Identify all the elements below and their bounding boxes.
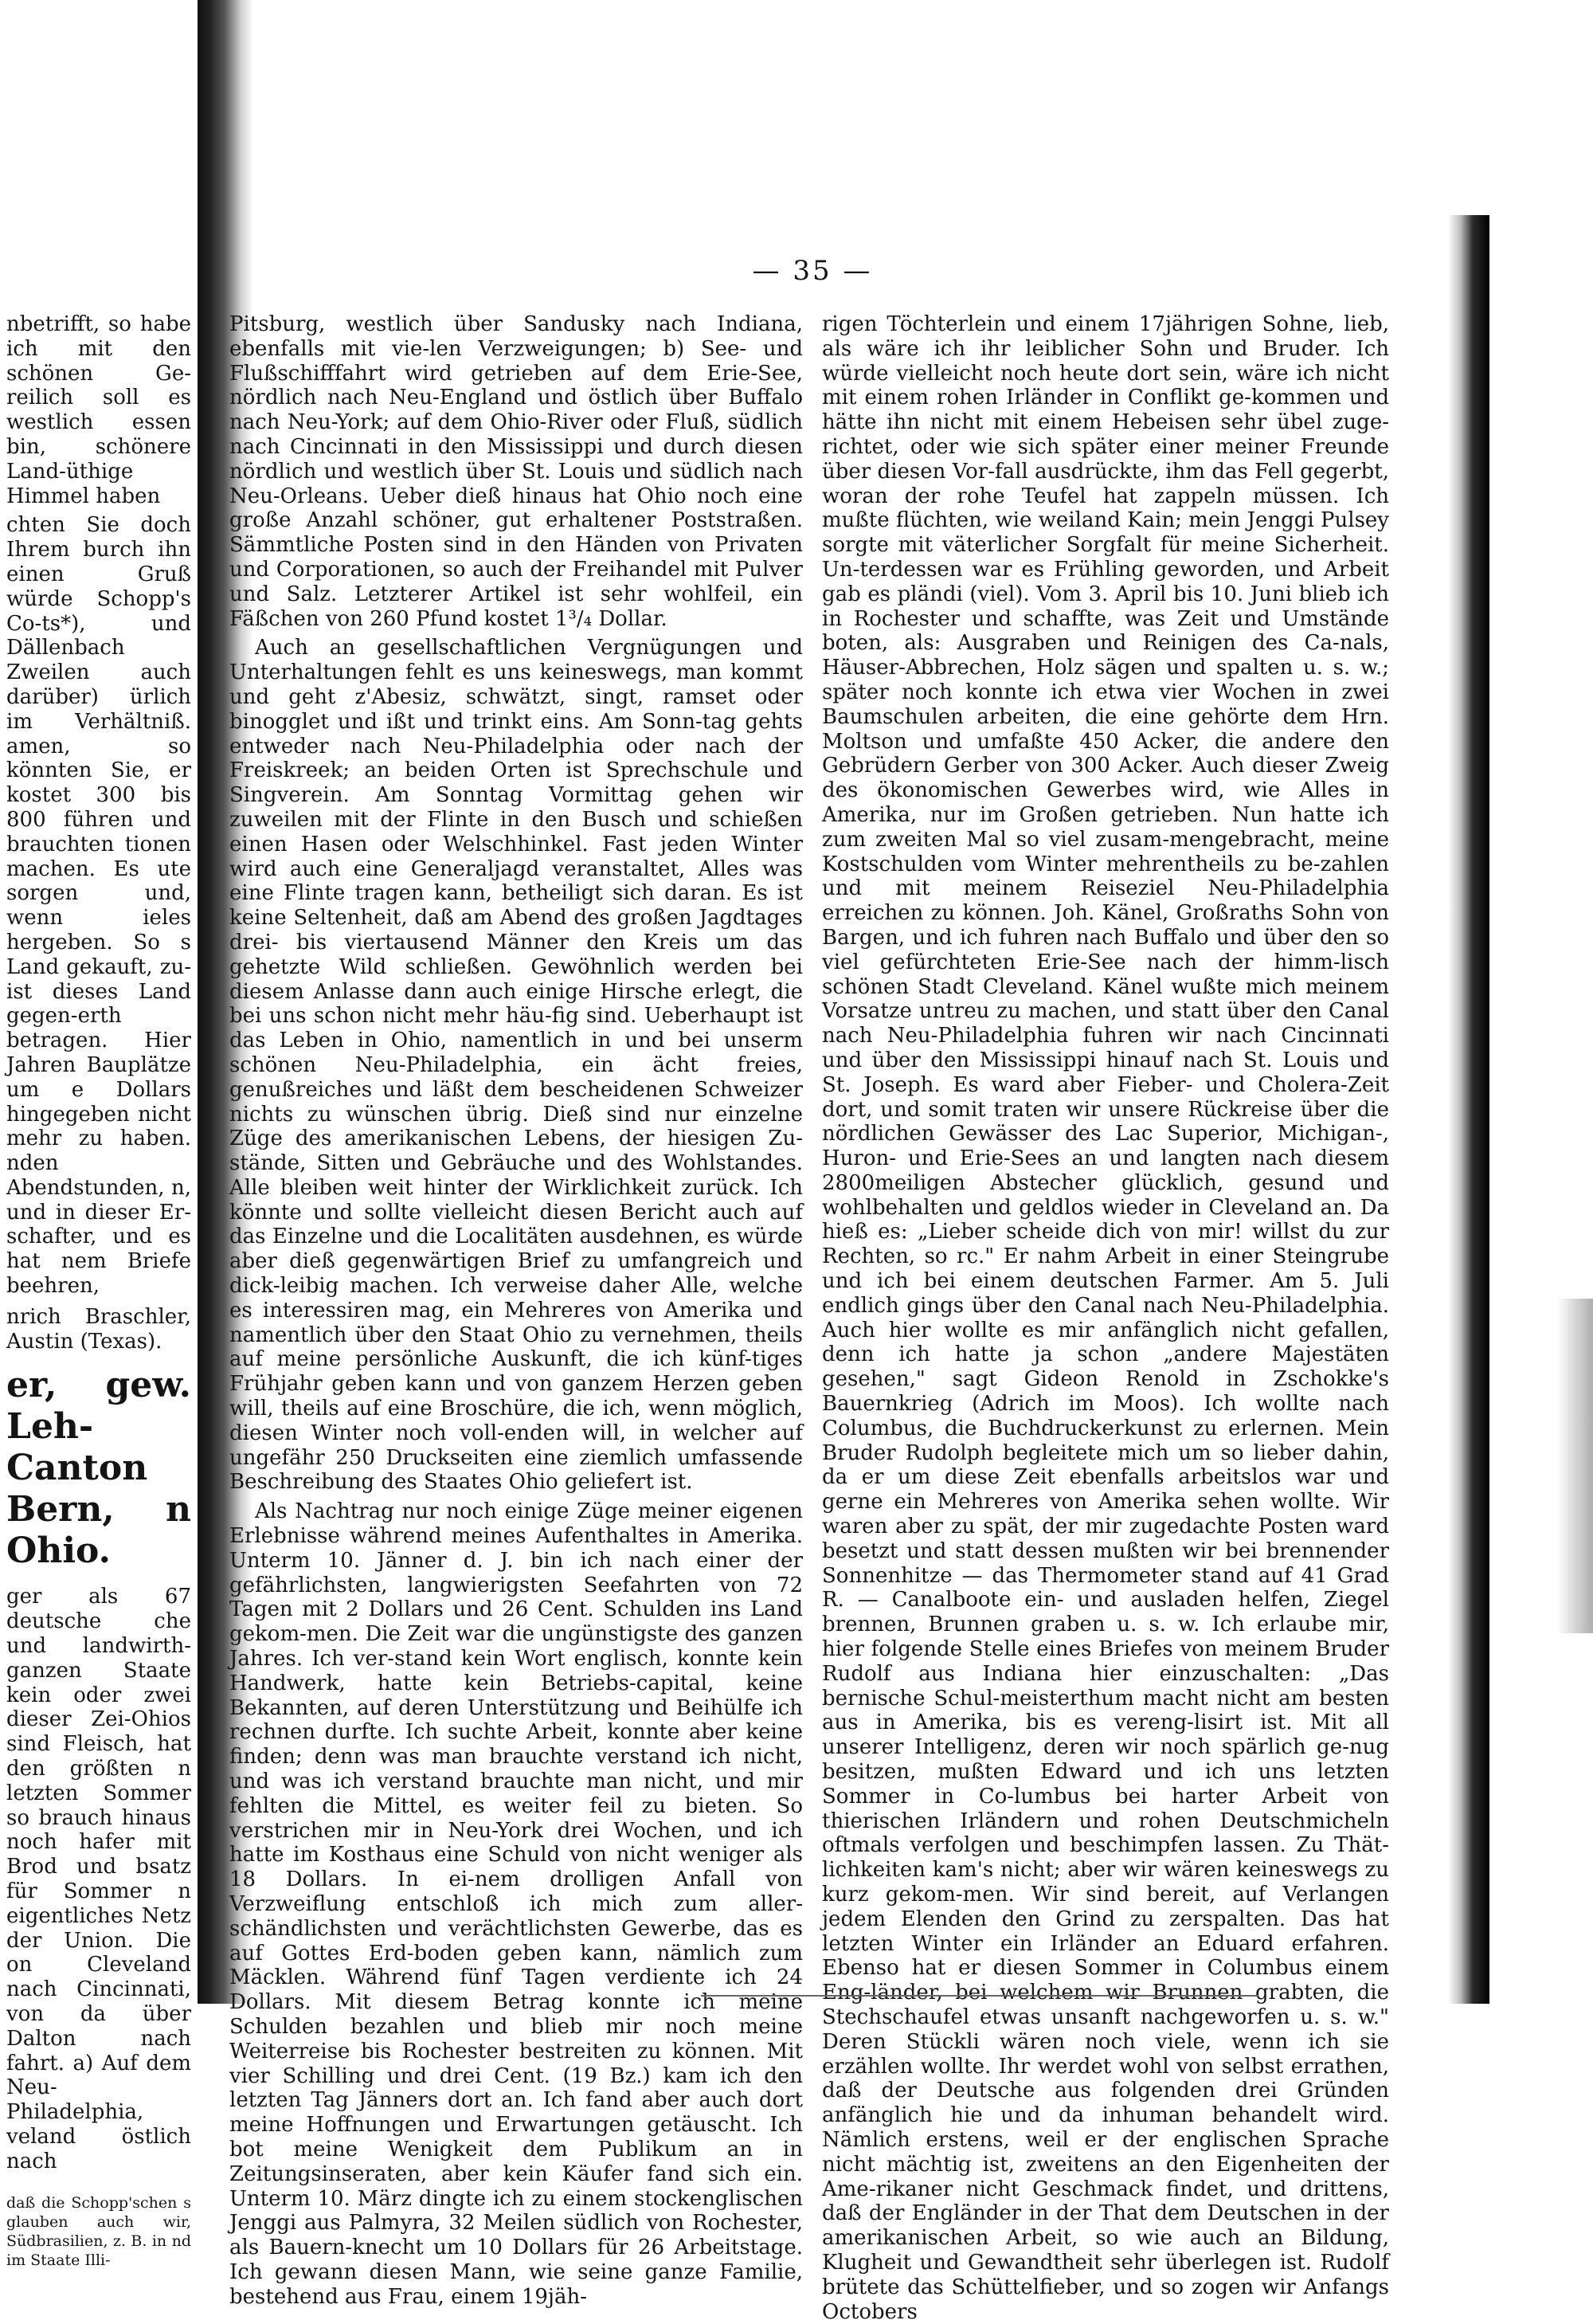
right-paragraph-1: rigen Töchterlein und einem 17jährigen Sohne, lieb, als wäre ich ihr leiblicher Sohn und Bruder. Ich würde vielleicht noch heute dort sein, wäre ich nicht mit einem rohen Irländer in Conflikt ge-kommen und hätte ihn nicht mit einem Hebeisen sehr übel zuge-richtet, oder wie sich später einer meiner Freunde über diesen Vor-fall ausdrückte, ihm das Fell gegerbt, woran der rohe Teufel hat zappeln müssen. Ich mußte flüchten, wie weiland Kain; mein Jenggi Pulsey sorgte mit väterlicher Sorgfalt für meine Sicherheit. Un-terdessen war es Frühling geworden, und Arbeit gab es pländi (viel). Vom 3. April bis 10. Juni blieb ich in Rochester und schaffte, was Zeit und Umstände boten, als: Ausgraben und Reinigen des Ca-nals, Häuser-Abbrechen, Holz sägen und spalten u. s. w.; später noch konnte ich etwa vier Wochen in zwei Baumschulen arbeiten, die eine gehörte dem Hrn. Moltson und umfaßte 450 Acker, die andere den Gebrüdern Gerber von 300 Acker. Auch dieser Zweig des ökonomischen Gewerbes wird, wie Alles in Amerika, nur im Großen getrieben. Nun hatte ich zum zweiten Mal so viel zusam-mengebracht, meine Kostschulden vom Winter mehrentheils zu be-zahlen und mit meinem Reiseziel Neu-Philadelphia erreichen zu können. Joh. Känel, Großraths Sohn von Bargen, und ich fuhren nach Buffalo und über den so viel gefürchteten Erie-See nach der himm-lisch schönen Stadt Cleveland. Känel wußte mich meinem Vorsatze untreu zu machen, und statt über den Canal nach Neu-Philadelphia fuhren wir nach Cincinnati und über den Mississippi hinauf nach St. Louis und St. Joseph. Es ward aber Fieber- und Cholera-Zeit dort, und somit traten wir unsere Rückreise über die nördlichen Gewässer des Lac Superior, Michigan-, Huron- und Erie-Sees an und langten nach diesem 2800meiligen Abstecher glücklich, gesund und wohlbehalten und geldlos wieder in Cleveland an. Da hieß es: „Lieber scheide dich von mir! willst du zur Rechten, so rc." Er nahm Arbeit in einer Steingrube und ich bei einem deutschen Farmer. Am 5. Juli endlich gings über den Canal nach Neu-Philadelphia. Auch hier wollte es mir anfänglich nicht gefallen, denn ich hatte ja schon „andere Majestäten gesehen," sagt Gideon Renold in Zschokke's Bauernkrieg (Adrich im Moos). Ich wollte nach Columbus, die Buchdruckerkunst zu erlernen. Mein Bruder Rudolph begleitete mich um so lieber dahin, da er um diese Zeit ebenfalls arbeitslos war und gerne ein Mehreres von Amerika sehen wollte. Wir waren aber zu spät, der mir zugedachte Posten ward besetzt und statt dessen mußten wir bei brennender Sonnenhitze — das Thermometer stand auf 41 Grad R. — Canalboote ein- und ausladen helfen, Ziegel brennen, Brunnen graben u. s. w. Ich erlaube mir, hier folgende Stelle eines Briefes von meinem Bruder Rudolf aus Indiana hier einzuschalten: „Das bernische Schul-meisterthum macht nicht am besten aus in Amerika, bis es vereng-lisirt ist. Mit all unserer Intelligenz, deren wir noch spärlich ge-nug besitzen, mußten Edward und ich uns letzten Sommer in Co-lumbus bei harter Arbeit von thierischen Irländern und rohen Deutschmicheln oftmals verfolgen und beschimpfen lassen. Zu Thät-lichkeiten kam's nicht; aber wir wären keineswegs zu kurz gekom-men. Wir sind bereit, auf Verlangen jedem Elenden den Grind zu zerspalten. Das hat letzten Winter ein Irländer an Eduard erfahren. Ebenso hat er diesen Sommer in Columbus einem Eng-länder, bei welchem wir Brunnen grabten, die Stechschaufel etwas unsanft nachgeworfen u. s. w." Deren Stückli wären noch viele, wenn ich sie erzählen wollte. Ihr werdet wohl von selbst errathen, daß der Deutsche aus folgenden drei Gründen anfänglich hie und da inhuman behandelt wird. Nämlich erstens, weil er der englischen Sprache nicht mächtig ist, zweitens an den Eigenheiten der Ame-rikaner nicht Geschmack findet, und drittens, daß der Engländer in der That dem Deutschen in der amerikanischen Arbeit, so wie auch an Bildung, Klugheit und Gewandtheit sehr überlegen ist. Rudolf brütete das Schüttelfieber, und so zogen wir Anfangs Octobers <box>822 312 1389 2324</box>
left-strip-footnote: daß die Schopp'schen s glauben auch wir, Südbrasilien, z. B. in nd im Staate Illi- <box>6 2193 191 2269</box>
text-column-middle <box>229 312 803 2309</box>
left-strip-paragraph-1: nbetrifft, so habe ich mit den schönen Ge-reilich soll es westlich essen bin, schönere Land-üthige Himmel haben <box>6 312 191 508</box>
left-strip-signature: nrich Braschler, Austin (Texas). <box>6 1304 191 1354</box>
middle-paragraph-3: Als Nachtrag nur noch einige Züge meiner eigenen Erlebnisse während meines Aufenthaltes in Amerika. Unterm 10. Jänner d. J. bin ich nach einer der gefährlichsten, langwierigsten Seefahrten von 72 Tagen mit 2 Dollars und 26 Cent. Schulden ins Land gekom-men. Die Zeit war die ungünstigste des ganzen Jahres. Ich ver-stand kein Wort englisch, konnte kein Handwerk, hatte kein Betriebs-capital, keine Bekannten, auf deren Unterstützung und Beihülfe ich rechnen durfte. Ich suchte Arbeit, konnte aber keine finden; denn was man brauchte verstand ich nicht, und was ich verstand brauchte man nicht, und mir fehlten die Mittel, es weiter feil zu bieten. So verstrichen mir in Neu-York drei Wochen, und ich hatte im Kosthaus eine Schuld von nicht weniger als 18 Dollars. In ei-nem drolligen Anfall von Verzweiflung entschloß ich mich zum aller-schändlichsten und verächtlichsten Gewerbe, das es auf Gottes Erd-boden geben kann, nämlich zum Mäcklen. Während fünf Tagen verdiente ich 24 Dollars. Mit diesem Betrag konnte ich meine Schulden bezahlen und blieb mir noch meine Weiterreise bis Rochester bestreiten zu können. Mit vier Schilling und drei Cent. (19 Bz.) kam ich den letzten Tag Jänners dort an. Ich fand aber auch dort meine Hoffnungen und Erwartungen getäuscht. Ich bot meine Wenigkeit dem Publikum an in Zeitungsinseraten, aber kein Käufer fand sich ein. Unterm 10. März dingte ich zu einem stockenglischen Jenggi aus Palmyra, 32 Meilen südlich von Rochester, als Bauern-knecht um 10 Dollars für 26 Arbeitstage. Ich gewann diesen Mann, wie seine ganze Familie, bestehend aus Frau, einem 19jäh- <box>229 1499 803 2309</box>
page-right-edge-shadow <box>1448 215 1489 2004</box>
middle-paragraph-2: Auch an gesellschaftlichen Vergnügungen und Unterhaltungen fehlt es uns keineswegs, man kommt und geht z'Abesiz, schwätzt, singt, ramset oder binogglet und ißt und trinkt eins. Am Sonn-tag gehts entweder nach Neu-Philadelphia oder nach der Freiskreek; an beiden Orten ist Sprechschule und Singverein. Am Sonntag Vormittag gehen wir zuweilen mit der Flinte in den Busch und schießen einen Hasen oder Welschhinkel. Fast jeden Winter wird auch eine Generaljagd veranstaltet, Alles was eine Flinte tragen kann, betheiligt sich daran. Es ist keine Seltenheit, daß am Abend des großen Jagdtages drei- bis viertausend Männer den Kreis um das gehetzte Wild schließen. Gewöhnlich werden bei diesem Anlasse dann auch einige Hirsche erlegt, die bei uns schon nicht mehr häu-fig sind. Ueberhaupt ist das Leben in Ohio, namentlich in und bei unserm schönen Neu-Philadelphia, ein ächt freies, genußreiches und läßt dem bescheidenen Schweizer nichts zu wünschen übrig. Dieß sind nur einzelne Züge des amerikanischen Lebens, der hiesigen Zu-stände, Sitten und Gebräuche und des Wohlstandes. Alle bleiben weit hinter der Wirklichkeit zurück. Ich könnte und sollte vielleicht diesen Bericht auch auf das Einzelne und die Localitäten ausdehnen, es würde aber dieß gegenwärtigen Brief zu umfangreich und dick-leibig machen. Ich verweise daher Alle, welche es interessiren mag, ein Mehreres von Amerika und namentlich über den Staat Ohio zu vernehmen, theils auf meine persönliche Auskunft, die ich künf-tiges Frühjahr geben kann und von ganzem Herzen geben will, theils auf eine Broschüre, die ich, wenn möglich, diesen Winter noch voll-enden will, in welcher auf ungefähr 250 Druckseiten eine ziemlich umfassende Beschreibung des Staates Ohio geliefert ist. <box>229 636 803 1495</box>
left-strip-paragraph-3: ger als 67 deutsche che und landwirth-ganzen Staate kein oder zwei dieser Zei-Ohios sind Fleisch, hat den größten n letzten Sommer so brauch hinaus noch hafer mit Brod und bsatz für Sommer n eigentliches Netz der Union. Die on Cleveland nach Cincinnati, von da über Dalton nach fahrt. a) Auf dem Neu-Philadelphia, veland östlich nach <box>6 1585 191 2173</box>
middle-paragraph-1: Pitsburg, westlich über Sandusky nach Indiana, ebenfalls mit vie-len Verzweigungen; b) See- und Flußschifffahrt wird getrieben auf dem Erie-See, nördlich nach Neu-England und östlich über Buffalo nach Neu-York; auf dem Ohio-River oder Fluß, südlich nach Cincinnati in den Mississippi und durch diesen nördlich und westlich über St. Louis und südlich nach Neu-Orleans. Ueber dieß hinaus hat Ohio noch eine große Anzahl schöner, gut erhaltener Poststraßen. Sämmtliche Posten sind in den Händen von Privaten und Corporationen, so auch der Freihandel mit Pulver und Salz. Letzterer Artikel ist sehr wohlfeil, ein Fäßchen von 260 Pfund kostet 1³/₄ Dollar. <box>229 312 803 631</box>
bottom-handwriting-mark <box>701 1971 1258 1997</box>
left-strip-text <box>6 312 191 2269</box>
page-number: — 35 — <box>752 255 873 287</box>
left-strip-paragraph-2: chten Sie doch Ihrem burch ihn einen Gruß würde Schopp's Co-ts*), und Dällenbach Zweilen auch darüber) ürlich im Verhältniß. amen, so könnten Sie, er kostet 300 bis 800 führen und brauchten tionen machen. Es ute sorgen und, wenn ieles hergeben. So s Land gekauft, zu-ist dieses Land gegen-erth betragen. Hier Jahren Bauplätze um e Dollars hingegeben nicht mehr zu haben. nden Abendstunden, n, und in dieser Er-schafter, und es hat nem Briefe beehren, <box>6 513 191 1299</box>
left-strip-heading: er, gew. Leh-Canton Bern, n Ohio. <box>6 1365 191 1572</box>
scan-edge-mark <box>1557 1299 1593 1633</box>
text-column-right <box>822 312 1389 2324</box>
previous-page-strip <box>0 0 205 2269</box>
